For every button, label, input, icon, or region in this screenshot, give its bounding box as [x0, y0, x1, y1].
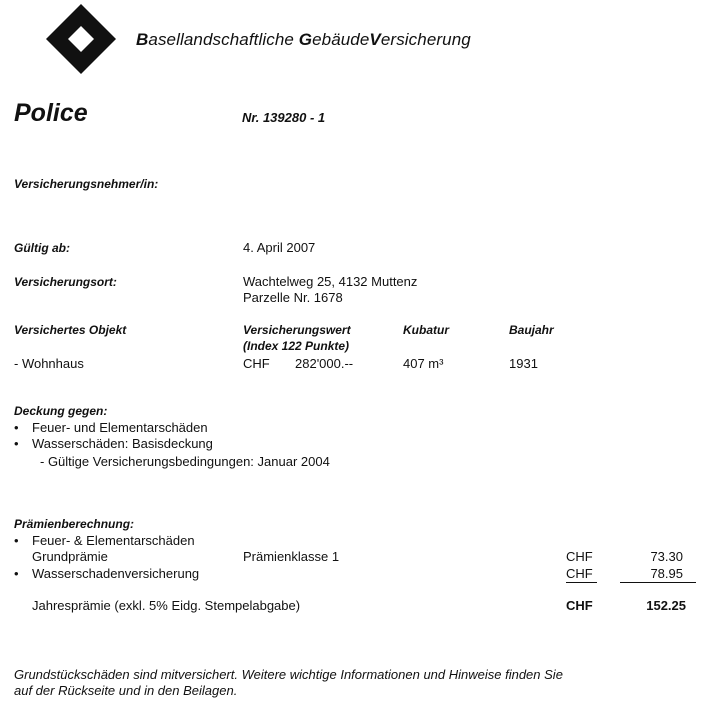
- brand-initial: G: [298, 30, 313, 49]
- premium-fire-amount: 73.30: [650, 549, 683, 564]
- company-logo: [46, 4, 116, 74]
- annual-premium-label: Jahresprämie (exkl. 5% Eidg. Stempelabgabe): [32, 598, 301, 613]
- premium-base-label: Grundprämie: [32, 549, 108, 564]
- coverage-item: Wasserschäden: Basisdeckung: [32, 436, 213, 451]
- insured-value: 282'000.--: [295, 356, 354, 371]
- holder-label: Versicherungsnehmer/in:: [14, 177, 159, 191]
- coverage-item: Feuer- und Elementarschäden: [32, 420, 208, 435]
- policy-number: Nr. 139280 - 1: [242, 110, 326, 125]
- value-currency: CHF: [243, 356, 270, 371]
- brand-word: asellandschaftliche: [148, 30, 299, 49]
- premium-bullet: •: [14, 566, 19, 581]
- amount-underline: [620, 582, 696, 583]
- brand-word: ersicherung: [380, 30, 471, 49]
- construction-year: 1931: [509, 356, 538, 371]
- premium-water-amount: 78.95: [650, 566, 683, 581]
- premium-item-water: Wasserschadenversicherung: [32, 566, 200, 581]
- footer-note-line2: auf der Rückseite und in den Beilagen.: [14, 683, 238, 698]
- location-address: Wachtelweg 25, 4132 Muttenz: [243, 274, 418, 289]
- brand-word: ebäude: [312, 30, 370, 49]
- year-header: Baujahr: [509, 323, 554, 337]
- premium-class: Prämienklasse 1: [243, 549, 340, 564]
- valid-from-value: 4. April 2007: [243, 240, 316, 255]
- value-header: Versicherungswert: [243, 323, 351, 337]
- object-header: Versichertes Objekt: [14, 323, 127, 337]
- object-name: - Wohnhaus: [14, 356, 84, 371]
- currency-underline: [566, 582, 597, 583]
- annual-premium-amount: 152.25: [646, 598, 686, 613]
- coverage-bullet: •: [14, 420, 19, 435]
- footer-note-line1: Grundstückschäden sind mitversichert. Weitere wichtige Informationen und Hinweise finden Sie: [14, 667, 563, 682]
- volume-header: Kubatur: [403, 323, 449, 337]
- coverage-bullet: •: [14, 436, 19, 451]
- coverage-label: Deckung gegen:: [14, 404, 108, 418]
- premium-water-currency: CHF: [566, 566, 593, 581]
- brand-initial: B: [136, 30, 149, 49]
- company-name: [136, 30, 471, 50]
- location-label: Versicherungsort:: [14, 275, 117, 289]
- premium-bullet: •: [14, 533, 19, 548]
- building-volume: 407 m³: [403, 356, 444, 371]
- premium-label: Prämienberechnung:: [14, 517, 135, 531]
- location-parcel: Parzelle Nr. 1678: [243, 290, 343, 305]
- premium-item-fire: Feuer- & Elementarschäden: [32, 533, 195, 548]
- value-subheader: (Index 122 Punkte): [243, 339, 350, 353]
- valid-from-label: Gültig ab:: [14, 241, 70, 255]
- annual-premium-currency: CHF: [566, 598, 593, 613]
- brand-initial: V: [369, 30, 381, 49]
- document-title: Police: [14, 99, 88, 127]
- premium-fire-currency: CHF: [566, 549, 593, 564]
- coverage-conditions: - Gültige Versicherungsbedingungen: Januar 2004: [40, 454, 330, 469]
